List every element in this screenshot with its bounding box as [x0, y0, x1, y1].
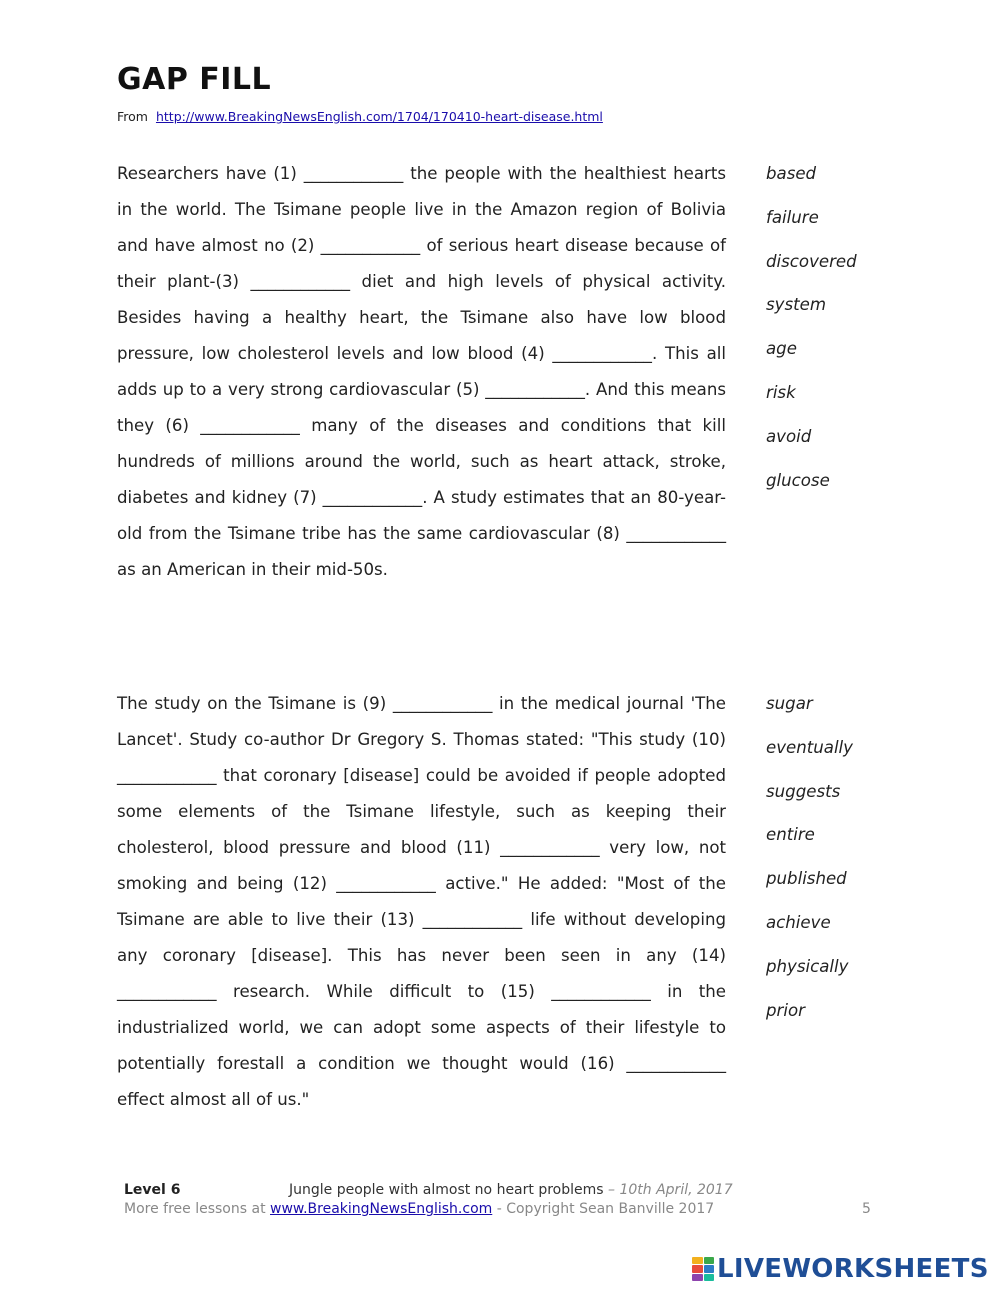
footer-date: – 10th April, 2017	[608, 1182, 733, 1198]
source-prefix: From	[117, 109, 148, 124]
word-bank-item: eventually	[766, 737, 853, 757]
liveworksheets-logo-icon	[692, 1257, 714, 1281]
word-bank-item: avoid	[766, 426, 812, 446]
logo-block	[704, 1265, 715, 1272]
word-bank-item: suggests	[766, 781, 841, 801]
paragraph-1: Researchers have (1) ____________ the people with the healthiest hearts in the world. The Tsimane people live in the Amazon region of Bolivia and have almost no (2) ____________ of serious heart disease because of their plant-(3) ____________ diet and high levels of physical activity. Besides having a healthy heart, the Tsimane also have low blood pressure, low cholesterol levels and low blood (4) ____________. This all adds up to a very strong cardiovascular (5) ____________. And this means they (6) ____________ many of the diseases and conditions that kill hundreds of millions around the world, such as heart attack, stroke, diabetes and kidney (7) ____________. A study estimates that an 80-year-old from the Tsimane tribe has the same cardiovascular (8) ____________ as an American in their mid-50s.	[117, 164, 726, 579]
paragraph-2: The study on the Tsimane is (9) ____________ in the medical journal 'The Lancet'. Study co-author Dr Gregory S. Thomas stated: "This study (10) ____________ that coronary [disease] could be avoided if people adopted some elements of the Tsimane lifestyle, such as keeping their cholesterol, blood pressure and blood (11) ____________ very low, not smoking and being (12) ____________ active." He added: "Most of the Tsimane are able to live their (13) ____________ life without developing any coronary [disease]. This has never been seen in any (14) ____________ research. While difficult to (15) ____________ in the industrialized world, we can adopt some aspects of their lifestyle to potentially forestall a condition we thought would (16) ____________ effect almost all of us."	[117, 694, 726, 1109]
source-line	[117, 109, 603, 124]
word-bank-item: achieve	[766, 912, 831, 932]
word-bank-item: discovered	[766, 251, 857, 271]
liveworksheets-wordmark: LIVEWORKSHEETS	[717, 1254, 989, 1284]
word-bank-item: published	[766, 869, 847, 889]
word-bank-item: sugar	[766, 694, 813, 713]
word-bank-item: entire	[766, 825, 815, 845]
word-bank-2	[766, 686, 966, 1036]
word-bank-item: risk	[766, 382, 796, 402]
page-title: GAP FILL	[117, 62, 272, 97]
word-bank-item: age	[766, 339, 797, 359]
word-bank-item: system	[766, 295, 826, 315]
footer-level: Level 6	[124, 1182, 181, 1198]
word-bank-item: physically	[766, 956, 849, 976]
source-link[interactable]: http://www.BreakingNewsEnglish.com/1704/170410-heart-disease.html	[155, 109, 603, 124]
liveworksheets-brand[interactable]	[692, 1254, 989, 1284]
page-number: 5	[862, 1201, 871, 1217]
footer-copyright: - Copyright Sean Banville 2017	[496, 1201, 715, 1217]
logo-block	[704, 1274, 715, 1281]
logo-block	[704, 1257, 715, 1264]
logo-block	[692, 1257, 703, 1264]
word-bank-item: failure	[766, 207, 819, 227]
footer-more-prefix: More free lessons at	[124, 1201, 266, 1217]
word-bank-item: prior	[766, 1000, 805, 1020]
footer-copyright-line	[124, 1201, 714, 1217]
footer-headline	[289, 1182, 733, 1198]
footer-headline-text: Jungle people with almost no heart problems	[289, 1182, 604, 1198]
logo-block	[692, 1274, 703, 1281]
logo-block	[692, 1265, 703, 1272]
footer-site-link[interactable]: www.BreakingNewsEnglish.com	[270, 1201, 493, 1217]
word-bank-item: glucose	[766, 470, 830, 490]
word-bank-item: based	[766, 164, 817, 183]
word-bank-1	[766, 156, 966, 506]
